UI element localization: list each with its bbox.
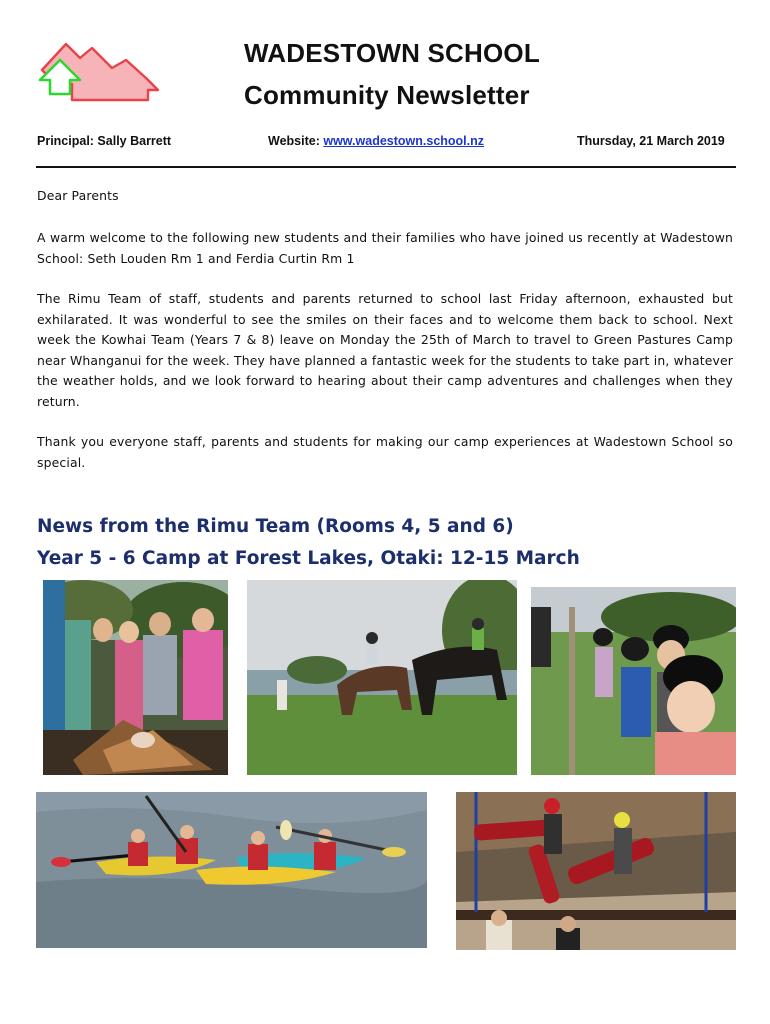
welcome-text: A warm welcome to the following new students and their families who have joined us recently at Wadestown School: Seth Louden Rm 1 and Ferdia Curtin Rm 1 [37,230,733,266]
photo-ropes-course [456,792,736,950]
section-subheading: Year 5 - 6 Camp at Forest Lakes, Otaki: 12-15 March [37,548,580,569]
camp-text: The Rimu Team of staff, students and parents returned to school last Friday afternoon, exhausted but exhilarated. It was wonderful to see the smiles on their faces and to welcome them back to school. Next week the Kowhai Team (Years 7 & 8) leave on Monday the 25th of March to travel to Green Pastures Camp near Whanganui for the week. They have planned a fantastic week for the students to take part in, whatever the weather holds, and we look forward to hearing about their camp adventures and challenges when they return. [37,291,733,409]
newsletter-date: Thursday, 21 March 2019 [577,134,725,148]
thanks-paragraph [37,432,733,473]
greeting [37,186,733,207]
principal-line: Principal: Sally Barrett [37,134,172,148]
camp-paragraph [37,289,733,413]
newsletter-title: Community Newsletter [244,80,530,110]
photo-campfire [43,580,228,775]
welcome-paragraph [37,228,733,269]
greeting-text: Dear Parents [37,188,119,203]
section-heading: News from the Rimu Team (Rooms 4, 5 and 6) [37,516,514,537]
thanks-text: Thank you everyone staff, parents and students for making our camp experiences at Wadestown School so special. [37,434,733,470]
website-link[interactable]: www.wadestown.school.nz [323,134,485,148]
website-line [268,134,484,148]
header-divider [36,166,736,168]
website-label: Website: [268,134,324,148]
school-logo [36,38,166,102]
photo-horses [247,580,517,775]
school-name: WADESTOWN SCHOOL [244,38,540,68]
photo-kayaks [36,792,427,948]
photo-helmets [531,587,736,775]
